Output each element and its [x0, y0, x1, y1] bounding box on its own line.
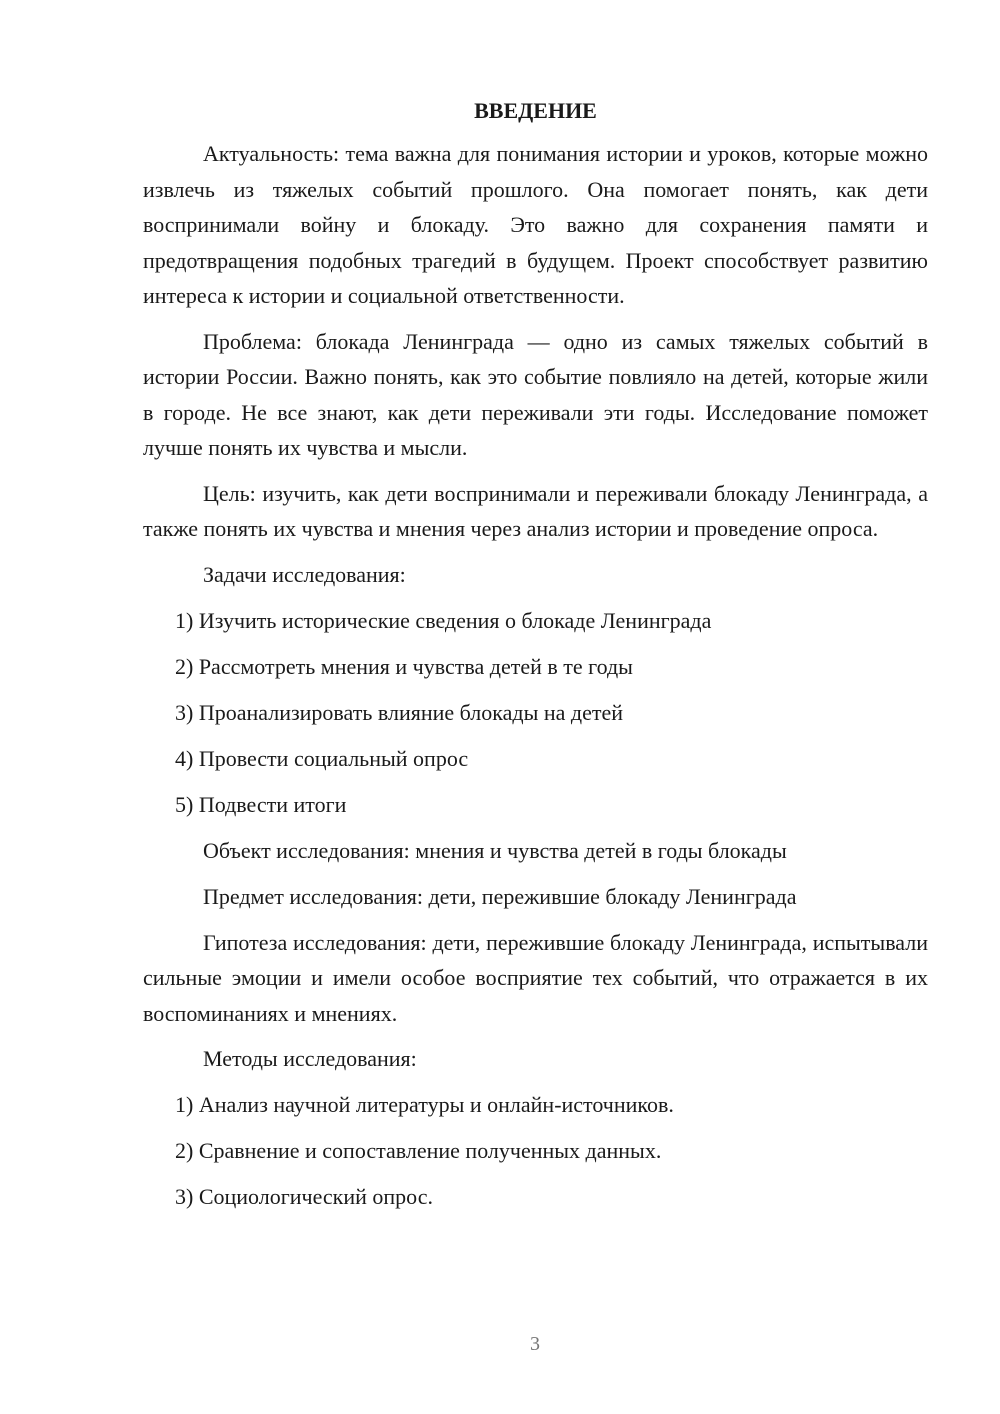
task-item: 3) Проанализировать влияние блокады на детей: [175, 699, 624, 725]
task-item: 2) Рассмотреть мнения и чувства детей в те годы: [175, 653, 633, 679]
task-item: 5) Подвести итоги: [175, 791, 347, 817]
method-item: 1) Анализ научной литературы и онлайн-источников.: [175, 1092, 674, 1117]
page-title: ВВЕДЕНИЕ: [474, 98, 597, 123]
methods-heading: Методы исследования:: [203, 1046, 417, 1071]
relevance-paragraph: Актуальность: тема важна для понимания истории и уроков, которые можно извлечь из тяжелых событий прошлого. Она помогает понять, как дети воспринимали войну и блокаду. Это важно для сохранения памяти и предотвращения подобных трагедий в будущем. Проект способствует развитию интереса к истории и социальной ответственности.: [143, 141, 928, 308]
task-item: 4) Провести социальный опрос: [175, 745, 469, 771]
tasks-heading: Задачи исследования:: [203, 561, 406, 587]
problem-paragraph: Проблема: блокада Ленинграда — одно из самых тяжелых событий в истории России. Важно понять, как это событие повлияло на детей, которые жили в городе. Не все знают, как дети переживали эти годы. Исследование поможет лучше понять их чувства и мысли.: [143, 328, 928, 460]
subject-line: Предмет исследования: дети, пережившие блокаду Ленинграда: [203, 883, 797, 909]
page-content: [143, 96, 928, 1225]
page-number: 3: [530, 1333, 540, 1355]
task-item: 1) Изучить исторические сведения о блокаде Ленинграда: [175, 607, 712, 633]
object-line: Объект исследования: мнения и чувства детей в годы блокады: [203, 837, 787, 863]
method-item: 3) Социологический опрос.: [175, 1184, 433, 1209]
method-item: 2) Сравнение и сопоставление полученных данных.: [175, 1138, 662, 1163]
hypothesis-paragraph: Гипотеза исследования: дети, пережившие блокаду Ленинграда, испытывали сильные эмоции и имели особое восприятие тех событий, что отражается в их воспоминаниях и мнениях.: [143, 929, 928, 1026]
goal-paragraph: Цель: изучить, как дети воспринимали и переживали блокаду Ленинграда, а также понять их чувства и мнения через анализ истории и проведение опроса.: [143, 480, 928, 541]
